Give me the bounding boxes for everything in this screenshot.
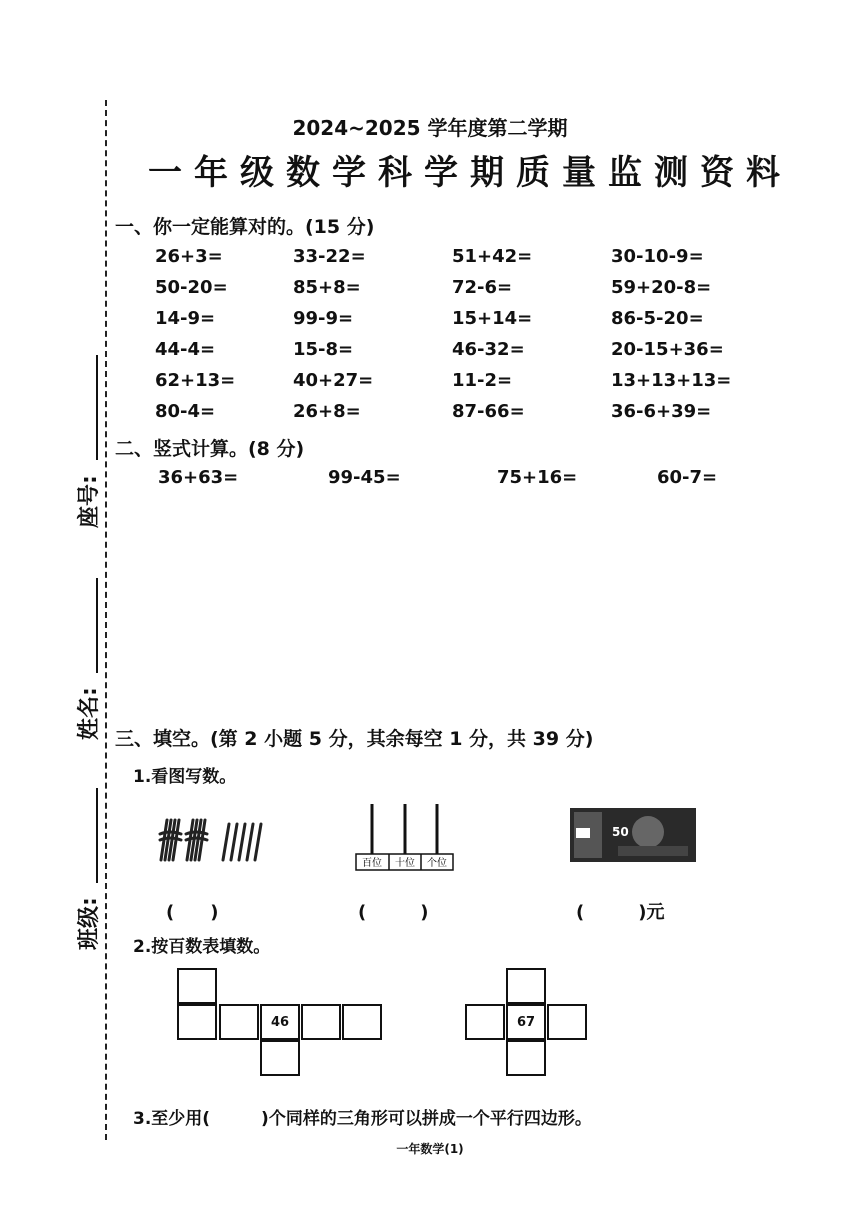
section3-heading: 三、填空。(第 2 小题 5 分，其余每空 1 分，共 39 分) — [115, 728, 594, 750]
grid1-cell[interactable] — [260, 1040, 300, 1076]
q1-label: 1.看图写数。 — [133, 767, 237, 787]
abacus-label-ones: 个位 — [427, 858, 447, 869]
calc-r5-c0: 80-4= — [155, 401, 216, 422]
grid1-cell[interactable] — [301, 1004, 341, 1040]
abacus-label-tens: 十位 — [395, 858, 415, 869]
vertical-calc-1: 36+63= — [158, 467, 239, 488]
abacus-label-hundreds: 百位 — [362, 858, 382, 869]
q1-answer-3[interactable]: ( )元 — [576, 902, 665, 923]
grid1-cell[interactable] — [342, 1004, 382, 1040]
calc-r4-c3: 13+13+13= — [611, 370, 732, 391]
calc-r4-c2: 11-2= — [452, 370, 513, 391]
vertical-calc-4: 60-7= — [657, 467, 718, 488]
term-heading: 2024~2025 学年度第二学期 — [292, 116, 568, 140]
page-footer: 一年数学(1) — [396, 1142, 464, 1156]
calc-r0-c3: 30-10-9= — [611, 246, 704, 267]
grid1-cell[interactable] — [177, 968, 217, 1004]
calc-r5-c2: 87-66= — [452, 401, 525, 422]
name-label: 姓名: — [77, 687, 102, 740]
calc-r0-c2: 51+42= — [452, 246, 533, 267]
seat-label: 座号: — [77, 475, 102, 528]
section2-heading: 二、竖式计算。(8 分) — [115, 438, 305, 460]
calc-r2-c3: 86-5-20= — [611, 308, 704, 329]
vertical-calc-2: 99-45= — [328, 467, 401, 488]
grid1-cell[interactable] — [177, 1004, 217, 1040]
calc-r0-c0: 26+3= — [155, 246, 223, 267]
grid2-cell[interactable] — [547, 1004, 587, 1040]
section1-heading: 一、你一定能算对的。(15 分) — [115, 216, 375, 238]
calc-r2-c0: 14-9= — [155, 308, 216, 329]
class-underline — [96, 788, 98, 883]
calc-r4-c0: 62+13= — [155, 370, 236, 391]
grid1-cell[interactable] — [219, 1004, 259, 1040]
sticks-picture — [155, 812, 270, 864]
calc-r1-c3: 59+20-8= — [611, 277, 712, 298]
calc-r5-c3: 36-6+39= — [611, 401, 712, 422]
calc-r3-c2: 46-32= — [452, 339, 525, 360]
grid1-cell-given: 46 — [260, 1004, 300, 1040]
seat-underline — [96, 355, 98, 460]
grid2-cell[interactable] — [506, 1040, 546, 1076]
calc-r4-c1: 40+27= — [293, 370, 374, 391]
calc-r5-c1: 26+8= — [293, 401, 361, 422]
q1-answer-1[interactable]: ( ) — [166, 902, 219, 923]
grid2-cell[interactable] — [465, 1004, 505, 1040]
calc-r2-c2: 15+14= — [452, 308, 533, 329]
name-underline — [96, 578, 98, 673]
calc-r3-c0: 44-4= — [155, 339, 216, 360]
q2-label: 2.按百数表填数。 — [133, 937, 271, 957]
calc-r1-c0: 50-20= — [155, 277, 228, 298]
calc-r0-c1: 33-22= — [293, 246, 366, 267]
q1-answer-2[interactable]: ( ) — [358, 902, 429, 923]
calc-r3-c1: 15-8= — [293, 339, 354, 360]
calc-r1-c2: 72-6= — [452, 277, 513, 298]
class-label: 班级: — [77, 897, 102, 950]
calc-r2-c1: 99-9= — [293, 308, 354, 329]
banknote-value: 50 — [612, 825, 629, 839]
binding-dashed-line — [105, 100, 107, 1140]
banknote-image — [568, 806, 698, 864]
calc-r1-c1: 85+8= — [293, 277, 361, 298]
q3-label: 3.至少用( )个同样的三角形可以拼成一个平行四边形。 — [133, 1109, 592, 1129]
page-title: 一年级数学科学期质量监测资料 — [148, 153, 792, 193]
vertical-calc-3: 75+16= — [497, 467, 578, 488]
calc-r3-c3: 20-15+36= — [611, 339, 724, 360]
grid2-cell[interactable] — [506, 968, 546, 1004]
grid2-cell-given: 67 — [506, 1004, 546, 1040]
abacus-diagram — [355, 802, 455, 872]
